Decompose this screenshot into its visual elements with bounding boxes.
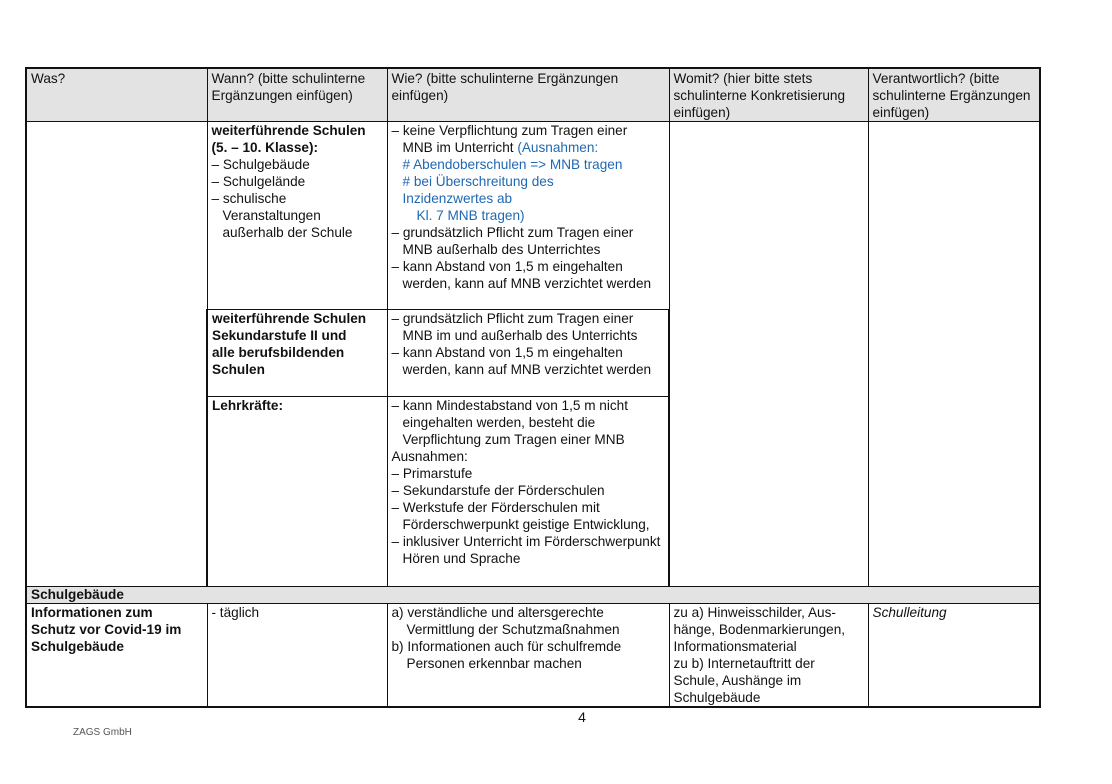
how-list-item: – kann Abstand von 1,5 m eingehalten werden, kann auf MNB verzichtet werden bbox=[391, 345, 652, 377]
what-text-line: Schulgebäude bbox=[31, 639, 124, 654]
exception-note: # bei Überschreitung des bbox=[402, 174, 554, 189]
section-title: Schulgebäude bbox=[26, 587, 1040, 604]
how-list-item: – kann Abstand von 1,5 m eingehalten werden, kann auf MNB verzichtet werden bbox=[391, 259, 652, 291]
header-wie: Wie? (bitte schulinterne Ergänzungen einfügen) bbox=[387, 68, 669, 122]
when-cell-secondary-ii bbox=[207, 310, 387, 397]
when-title-line: (5. – 10. Klasse): bbox=[211, 140, 319, 155]
how-list-item: – grundsätzlich Pflicht zum Tragen einer MNB außerhalb des Unterrichtes bbox=[391, 225, 634, 257]
how-list-item: – Sekundarstufe der Förderschulen bbox=[391, 483, 605, 498]
company-name: ZAGS GmbH bbox=[73, 727, 132, 738]
how-text-line bbox=[392, 139, 665, 156]
with-text-line: zu a) Hinweisschilder, Aus- bbox=[673, 605, 836, 620]
when-cell-secondary-5-10 bbox=[207, 122, 387, 310]
empty-what-cell bbox=[26, 122, 207, 587]
how-list-item: – Primarstufe bbox=[391, 466, 473, 481]
responsible-cell-info bbox=[868, 604, 1040, 708]
with-text-line: Informationsmaterial bbox=[673, 639, 797, 654]
how-list-item: a) verständliche und altersgerechte Vermittlung der Schutzmaßnahmen bbox=[391, 605, 620, 637]
when-list-item: Veranstaltungen bbox=[222, 208, 321, 223]
when-title-line: Schulen bbox=[212, 362, 265, 377]
how-cell-secondary-5-10 bbox=[387, 122, 669, 310]
when-list-item: – Schulgebäude bbox=[211, 157, 310, 172]
with-text-line: Schule, Aushänge im bbox=[673, 673, 802, 688]
exception-note: Inzidenzwertes ab bbox=[402, 191, 513, 206]
when-title-line: Sekundarstufe II und bbox=[212, 328, 347, 343]
when-title-line: weiterführende Schulen bbox=[211, 123, 366, 138]
when-cell-teachers bbox=[207, 397, 387, 587]
exception-note: # Abendoberschulen => MNB tragen bbox=[402, 157, 623, 172]
how-text-line: Ausnahmen: bbox=[391, 449, 468, 464]
exception-note: Kl. 7 MNB tragen) bbox=[416, 208, 525, 223]
table-row-group1 bbox=[26, 122, 1040, 310]
what-text-line: Informationen zum bbox=[31, 605, 153, 620]
when-title-line: weiterführende Schulen bbox=[212, 311, 367, 326]
table-row-info bbox=[26, 604, 1040, 708]
when-list-item: – Schulgelände bbox=[211, 174, 306, 189]
what-text-line: Schutz vor Covid-19 im bbox=[31, 622, 182, 637]
responsible-text: Schulleitung bbox=[872, 605, 947, 620]
how-list-item: – inklusiver Unterricht im Förderschwerpunkt Hören und Sprache bbox=[391, 534, 661, 566]
header-was: Was? bbox=[26, 68, 207, 122]
when-list-item: außerhalb der Schule bbox=[222, 225, 353, 240]
how-list-item: – Werkstufe der Förderschulen mit Förderschwerpunkt geistige Entwicklung, bbox=[391, 500, 650, 532]
measures-table bbox=[25, 67, 1041, 708]
how-list-item: – kann Mindestabstand von 1,5 m nicht eingehalten werden, besteht die Verpflichtung zum Tragen einer MNB bbox=[391, 398, 629, 447]
with-cell-info bbox=[669, 604, 868, 708]
empty-responsible-cell bbox=[868, 122, 1040, 587]
header-wann: Wann? (bitte schulinterne Ergänzungen einfügen) bbox=[207, 68, 387, 122]
when-text: - täglich bbox=[211, 605, 260, 620]
table-header-row bbox=[26, 68, 1040, 122]
page-number: 4 bbox=[578, 709, 586, 725]
when-title-line: alle berufsbildenden bbox=[212, 345, 345, 360]
section-header-row bbox=[26, 587, 1040, 604]
exception-note: (Ausnahmen: bbox=[517, 140, 599, 155]
how-text-line: – keine Verpflichtung zum Tragen einer bbox=[391, 123, 628, 138]
how-cell-info bbox=[387, 604, 669, 708]
how-cell-secondary-ii bbox=[387, 310, 669, 397]
empty-with-cell bbox=[669, 122, 868, 587]
with-text-line: Schulgebäude bbox=[673, 690, 761, 705]
with-text-line: hänge, Bodenmarkierungen, bbox=[673, 622, 846, 637]
how-text: MNB im Unterricht bbox=[402, 140, 514, 155]
header-verantwortlich: Verantwortlich? (bitte schulinterne Ergänzungen einfügen) bbox=[868, 68, 1040, 122]
how-cell-teachers bbox=[387, 397, 669, 587]
header-womit: Womit? (hier bitte stets schulinterne Konkretisierung einfügen) bbox=[669, 68, 868, 122]
how-list-item: b) Informationen auch für schulfremde Personen erkennbar machen bbox=[391, 639, 622, 671]
what-cell-info bbox=[26, 604, 207, 708]
with-text-line: zu b) Internetauftritt der bbox=[673, 656, 815, 671]
when-cell-info bbox=[207, 604, 387, 708]
when-title-line: Lehrkräfte: bbox=[212, 398, 284, 413]
how-list-item: – grundsätzlich Pflicht zum Tragen einer MNB im und außerhalb des Unterrichts bbox=[391, 311, 638, 343]
when-list-item: – schulische bbox=[211, 191, 287, 206]
